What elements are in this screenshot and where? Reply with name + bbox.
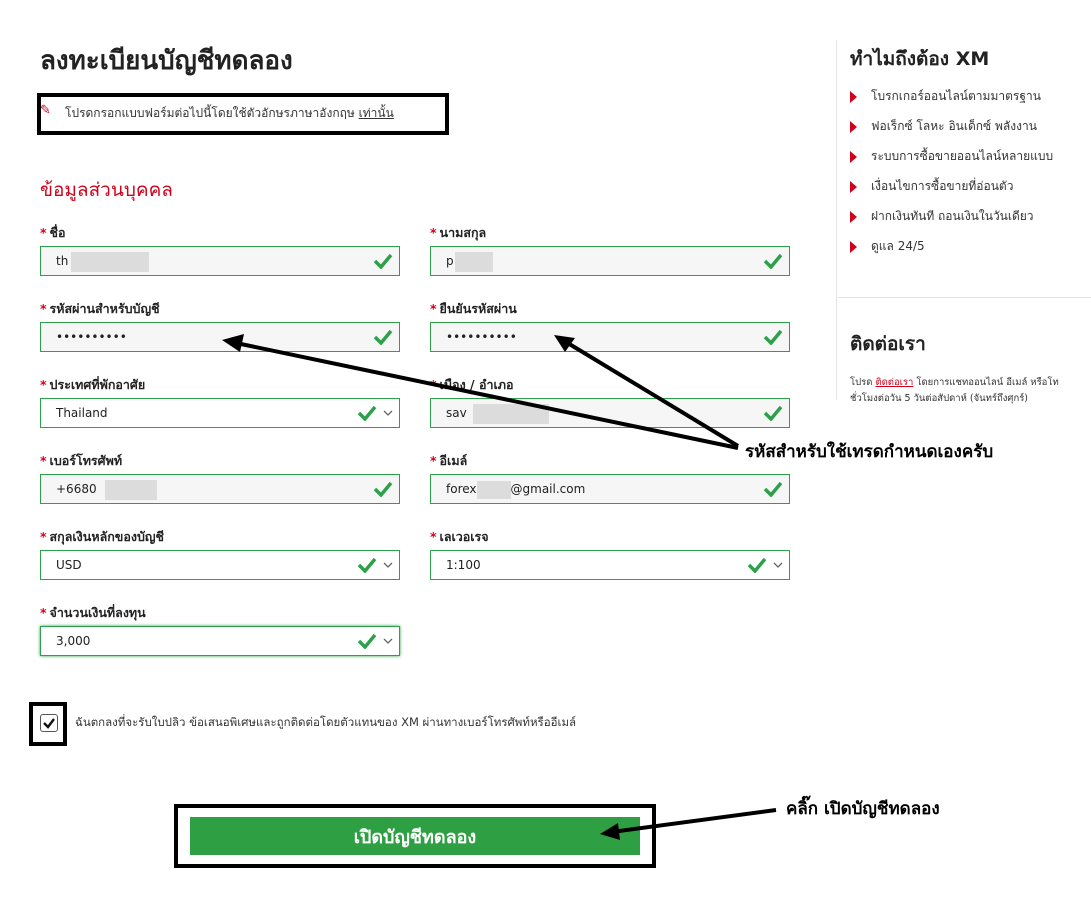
first-name-label: * ชื่อ [40,225,66,240]
phone-label: * เบอร์โทรศัพท์ [40,453,123,468]
confirm-password-label: * ยืนยันรหัสผ่าน [430,301,517,316]
city-label: * เมือง / อำเภอ [430,377,514,392]
leverage-select[interactable]: 1:100 [430,550,790,580]
investment-label: * จำนวนเงินที่ลงทุน [40,605,146,620]
arrow-to-submit [612,810,776,832]
notice-message: โปรดกรอกแบบฟอร์มต่อไปนี้โดยใช้ตัวอักษรภาษาอังกฤษ [65,106,355,120]
page-title: ลงทะเบียนบัญชีทดลอง [40,46,293,76]
last-name-label: * นามสกุล [430,225,487,240]
contact-text: โปรด ติดต่อเรา โดยการแชทออนไลน์ อีเมล์ หรือโท ชั่วโมงต่อวัน 5 วันต่อสัปดาห์ (จันทร์ถึงศุกร์) [850,377,1059,404]
password-input[interactable]: •••••••••• [40,322,400,352]
sidebar-title: ทำไมถึงต้อง XM [850,48,990,70]
sidebar-feature-item: ฝากเงินทันที ถอนเงินในวันเดียว [850,207,1034,226]
sidebar-feature-item: ระบบการซื้อขายออนไลน์หลายแบบ [850,147,1053,166]
notice-emphasis: เท่านั้น [358,106,394,120]
country-label: * ประเทศที่พักอาศัย [40,377,146,392]
currency-select[interactable]: USD [40,550,400,580]
contact-link[interactable]: ติดต่อเรา [875,377,914,388]
sidebar-feature-item: เงื่อนไขการซื้อขายที่อ่อนตัว [850,177,1013,196]
password-label: * รหัสผ่านสำหรับบัญชี [40,301,160,316]
password-annotation: รหัสสำหรับใช้เทรดกำหนดเองครับ [745,442,994,462]
arrowhead-icon [222,334,244,352]
section-title-personal-info: ข้อมูลส่วนบุคคล [40,179,173,201]
sidebar-feature-item: โบรกเกอร์ออนไลน์ตามมาตรฐาน [850,87,1041,106]
sidebar-feature-item: ดูแล 24/5 [850,237,925,256]
city-input[interactable]: sav [430,398,790,428]
arrowhead-icon [600,823,620,840]
contact-title: ติดต่อเรา [850,333,926,355]
email-label: * อีเมล์ [430,453,468,468]
investment-select[interactable]: 3,000 [40,626,400,656]
first-name-input[interactable]: th [40,246,400,276]
agreement-text: ฉันตกลงที่จะรับใบปลิว ข้อเสนอพิเศษและถูกติดต่อโดยตัวแทนของ XM ผ่านทางเบอร์โทรศัพท์หรืออีเมล์ [75,715,577,729]
arrow-to-password [236,343,738,448]
submit-annotation: คลิ๊ก เปิดบัญชีทดลอง [786,799,940,819]
pencil-icon: ✎ [40,103,51,118]
confirm-password-input[interactable]: •••••••••• [430,322,790,352]
phone-input[interactable]: +6680 [40,474,400,504]
currency-label: * สกุลเงินหลักของบัญชี [40,529,165,544]
sidebar-feature-item: ฟอเร็กซ์ โลหะ อินเด็กซ์ พลังงาน [850,117,1037,136]
leverage-label: * เลเวอเรจ [430,529,489,544]
country-select[interactable]: Thailand [40,398,400,428]
last-name-input[interactable]: p [430,246,790,276]
open-demo-account-button[interactable]: เปิดบัญชีทดลอง [190,817,640,855]
email-input[interactable]: forex @gmail.com [430,474,790,504]
